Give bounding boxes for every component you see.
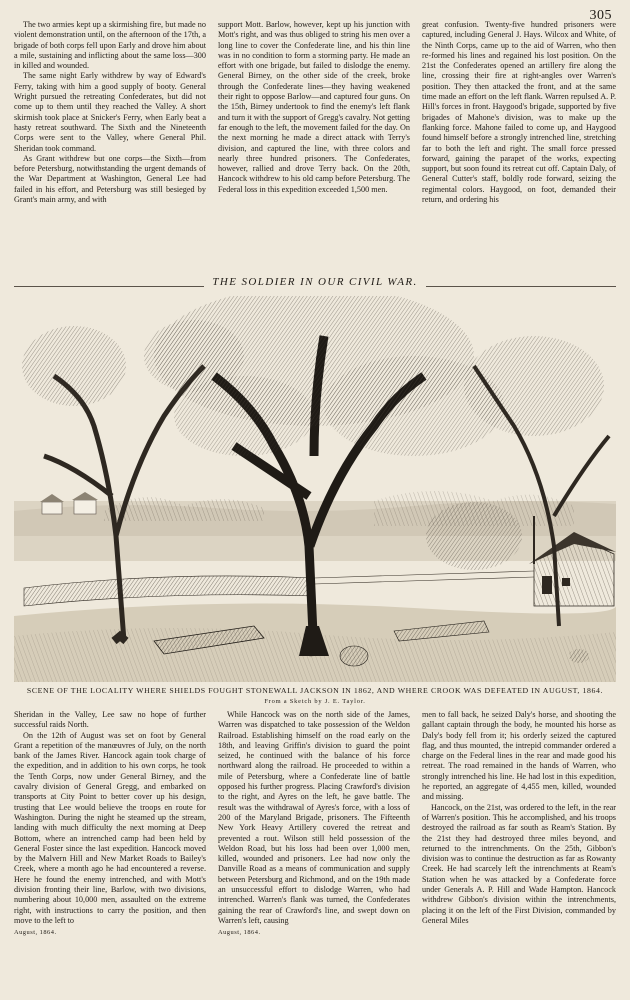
paragraph: great confusion. Twenty-five hundred prisoners were captured, including General J. Hays. Wilcox and White, of the Ninth Corps, came up to the aid of Warren, who then re-formed his lines and regained his lost position. On the 21st the Confederates opened an artillery fire along the line, crossing their fire at right-angles over Warren's position. They then attacked the front, and at the same time made an effort on the left flank. Warren repulsed A. P. Hill's forces in front. Haygood's brigade, supported by five brigades of Mahone's division, was to make up the flanking force. Mahone failed to come up, and Haygood found himself before a strongly intrenched line, stretching far to both the left and right. The small force pressed forward, gaining the parapet of the works, expecting support, but soon found its retreat cut off. Captain Daly, of General Cutter's staff, boldly rode forward, seizing the regimental colors. Haygood, on foot, demanded their return, and ordering his — [422, 20, 616, 205]
text-column-bottom-left — [14, 710, 206, 996]
landscape-engraving — [14, 296, 616, 682]
paragraph: Sheridan in the Valley, Lee saw no hope of further successful raids North. — [14, 710, 206, 730]
text-column-top-left — [14, 20, 206, 270]
paragraph: Hancock, on the 21st, was ordered to the left, in the rear of Warren's position. This he accomplished, and his troops destroyed the railroad as far south as Ream's Station. By the 21st they had destroyed three miles beyond, and returned to the intrenchments. On the 25th, Gibbon's division was to continue the destruction as far as Rowanty Creek. He had scarcely left the intrenchments at Ream's Station when he was attacked by a Confederate force under Generals A. P. Hill and Wade Hampton. Hancock withdrew Gibbon's division within the intrenchments, placing it on the left of the First Division, commanded by General Miles — [422, 802, 616, 925]
text-column-bottom-middle — [218, 710, 410, 996]
text-column-top-middle — [218, 20, 410, 270]
paragraph: The same night Early withdrew by way of Edward's Ferry, taking with him a good supply of booty. General Wright pursued the retreating Confederates, but did not come up to them until they reached the Valley. A short skirmish took place at Snicker's Ferry, when Early beat a hasty retreat southward. The Sixth and the Nineteenth Corps were sent to the Valley, where General Phil. Sheridan took command. — [14, 71, 206, 153]
margin-date: August, 1864. — [14, 929, 57, 937]
figure-credit: From a Sketch by J. E. Taylor. — [264, 698, 366, 705]
text-column-top-right — [422, 20, 616, 270]
paragraph: support Mott. Barlow, however, kept up his junction with Mott's right, and was thus obliged to string his men over a long line to cover the Confederate line, and his thin line was in no condition to form a storming party. He made an effort with one brigade, but failed to dislodge the enemy. General Birney, on the other side of the creek, broke through the Confederate lines—they having weakened their right to oppose Barlow—and captured four guns. On the 15th, Birney undertook to find the enemy's left flank and turn it with the support of Gregg's cavalry. Not getting far enough to the left, the movement failed for the day. On the next morning he made a direct attack with Terry's division, and captured the line, with three colors and nearly three hundred prisoners. The Confederates, however, rallied and drove Terry back. On the 20th, Hancock withdrew to his old camp before Petersburg. The Federal loss in this expedition exceeded 1,500 men. — [218, 20, 410, 194]
running-title — [0, 276, 630, 288]
margin-date: August, 1864. — [218, 929, 261, 937]
paragraph: While Hancock was on the north side of the James, Warren was dispatched to take possession of the Weldon Railroad. Establishing himself on the road early on the 18th, and leaving Griffin's division to guard the point seized, he continued with the balance of his force northward along the railroad. He proceeded to within a mile of Petersburg, where a Confederate line of battle opposed his further progress. Placing Crawford's division to the right, and Ayres on the left, he gave battle. The result was the withdrawal of Ayres's force, with a loss of 200 of the Maryland Brigade, prisoners. The Fifteenth New York Heavy Artillery covered the retreat and prevented a rout. Wilson still held possession of the Weldon Road, but his loss had been over 1,000 men, killed, wounded and prisoners. Lee had now only the Danville Road as a means of communication and supply between Petersburg and Richmond, and on the 19th made an unsuccessful effort to dislodge Warren, who had intrenched. Warren's flank was turned, the Confederates gaining the rear of Crawford's line, and swept down on Warren's left, causing — [218, 710, 410, 925]
running-title-text: THE SOLDIER IN OUR CIVIL WAR. — [204, 276, 425, 288]
paragraph: On the 12th of August was set on foot by General Grant a repetition of the manœuvres of July, on the north bank of the James River. Hancock again took charge of the expedition, and in addition to his own corps, he took the Tenth Corps, now under General Birney, and the cavalry division of General Gregg, and embarked on transports at City Point to better cover up his design, trusting that Lee would believe the troops en route for Washington. During the night he steamed up the stream, landing with much difficulty the next morning at Deep Bottom, where an intrenched camp had been held by General Foster since the last expedition. Hancock moved by the Malvern Hill and New Market Roads to Bailey's Creek, where a month ago he had encountered a reverse. Here he found the enemy intrenched, and with Mott's division fronting their line, Barlow, with two divisions, numbering about 10,000 men, assaulted on the extreme right, with instructions to carry the position, and then move to the left to — [14, 730, 206, 925]
text-column-bottom-right — [422, 710, 616, 996]
paragraph: The two armies kept up a skirmishing fire, but made no violent demonstration until, on the afternoon of the 17th, a brigade of both corps fell upon Early and drove him about a mile, sustaining and inflicting about the same loss—300 in killed and wounded. — [14, 20, 206, 71]
engraving-illustration — [14, 296, 616, 682]
figure-caption: SCENE OF THE LOCALITY WHERE SHIELDS FOUGHT STONEWALL JACKSON IN 1862, AND WHERE CROOK WAS DEFEATED IN AUGUST, 1864. — [26, 686, 604, 695]
paragraph: As Grant withdrew but one corps—the Sixth—from before Petersburg, notwithstanding the urgent demands of the War Department at Washington, General Lee had failed in his effort, and Petersburg was still besieged by Grant's main army, and with — [14, 153, 206, 205]
paragraph: men to fall back, he seized Daly's horse, and shooting the gallant captain through the body, he mounted his horse as Daly's body fell from it; his orderly seized the captured flag, and thus mounted, the intrepid commander ordered a charge on the Federal lines in the rear and made good his retreat. The road remained in the hands of Warren, who strongly intrenched his line. He had lost in this expedition, he reported, an aggregate of 4,455 men, killed, wounded and missing. — [422, 710, 616, 802]
page-number: 305 — [589, 8, 612, 23]
